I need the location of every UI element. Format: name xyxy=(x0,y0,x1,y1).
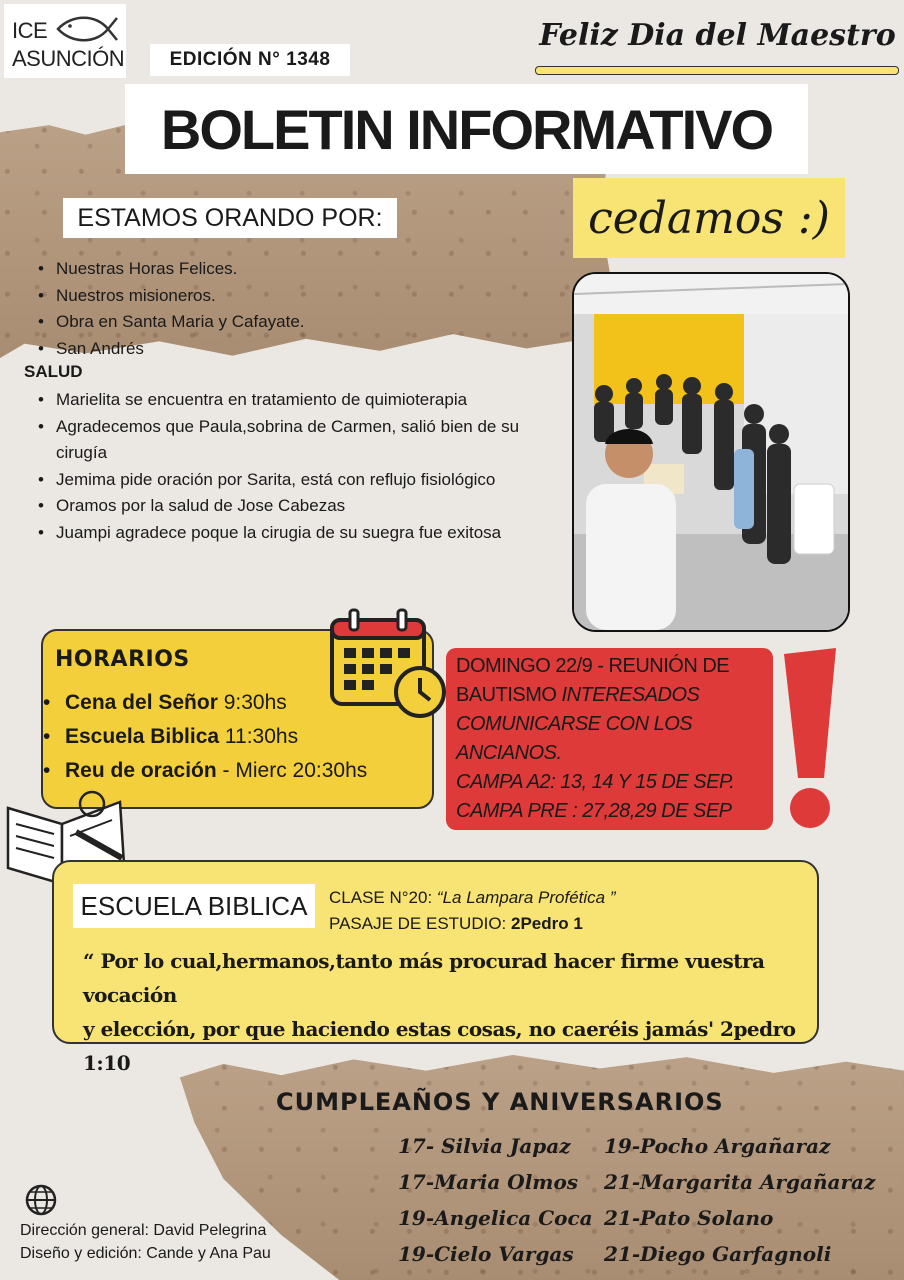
birthdays-left-column xyxy=(398,1128,593,1272)
list-item: • Agradecemos que Paula,sobrina de Carmen, salió bien de su cirugía xyxy=(24,414,554,467)
schedule-heading: HORARIOS xyxy=(55,647,190,672)
schedule-item-time: 11:30hs xyxy=(219,725,299,748)
schedule-item-name: Cena del Señor xyxy=(65,691,218,714)
schedule-item xyxy=(43,720,367,754)
birthdays-right-column xyxy=(604,1128,875,1272)
schedule-item xyxy=(43,686,367,720)
list-item: • Juampi agradece poque la cirugia de su suegra fue exitosa xyxy=(24,520,554,547)
birthdays-heading: CUMPLEAÑOS Y ANIVERSARIOS xyxy=(276,1088,724,1116)
notice-text: BAUTISMO xyxy=(456,684,562,706)
birthday-entry: 21-Diego Garfagnoli xyxy=(604,1242,832,1266)
prayer-heading: ESTAMOS ORANDO POR: xyxy=(63,198,397,238)
birthday-entry: 17- Silvia Japaz xyxy=(398,1134,571,1158)
notice-line: CAMPA A2: 13, 14 Y 15 DE SEP. xyxy=(456,771,735,793)
list-item: • Marielita se encuentra en tratamiento de quimioterapia xyxy=(24,387,554,414)
list-item: • Nuestras Horas Felices. xyxy=(24,256,564,283)
greeting-underline xyxy=(535,66,899,75)
passage-value: 2Pedro 1 xyxy=(511,914,583,933)
birthday-entry: 21-Margarita Argañaraz xyxy=(604,1170,876,1194)
notice-line xyxy=(456,681,763,710)
teachers-day-greeting: Feliz Dia del Maestro xyxy=(539,18,896,53)
fish-icon xyxy=(54,12,118,46)
logo-text-asuncion: ASUNCIÓN xyxy=(12,46,125,71)
verse-line: y elección, por que haciendo estas cosas, no caeréis jamás' 2pedro 1:10 xyxy=(83,1017,796,1075)
credits xyxy=(20,1219,271,1265)
tagline-badge: cedamos :) xyxy=(573,178,845,258)
calendar-clock-icon xyxy=(328,608,448,720)
globe-icon xyxy=(24,1183,58,1217)
list-item: • Nuestros misioneros. xyxy=(24,283,564,310)
birthday-entry: 19-Pocho Argañaraz xyxy=(604,1134,831,1158)
schedule-item-name: Escuela Biblica xyxy=(65,725,220,748)
health-list xyxy=(24,387,554,546)
page-title: BOLETIN INFORMATIVO xyxy=(125,84,808,174)
credits-design: Diseño y edición: Cande y Ana Pau xyxy=(20,1245,271,1262)
logo-text-ice: ICE xyxy=(12,18,48,43)
passage-label: PASAJE DE ESTUDIO: xyxy=(329,914,512,933)
church-logo xyxy=(4,4,126,78)
bible-school-label: ESCUELA BIBLICA xyxy=(73,884,315,928)
notice-line: CAMPA PRE : 27,28,29 DE SEP xyxy=(456,800,732,822)
bible-verse xyxy=(83,944,808,1080)
schedule-item-time: - Mierc 20:30hs xyxy=(216,759,368,782)
notice-line: ANCIANOS. xyxy=(456,742,562,764)
list-item: • Jemima pide oración por Sarita, está con reflujo fisiológico xyxy=(24,467,554,494)
group-photo xyxy=(572,272,850,632)
class-title: “La Lampara Profética ” xyxy=(436,888,616,907)
class-info xyxy=(329,885,616,937)
notice-line: DOMINGO 22/9 - REUNIÓN DE xyxy=(456,655,730,677)
schedule-list xyxy=(43,686,367,788)
birthday-entry: 21-Pato Solano xyxy=(604,1206,774,1230)
exclamation-icon xyxy=(780,648,840,833)
group-photo-illustration xyxy=(574,274,848,630)
class-line xyxy=(329,885,616,911)
class-label: CLASE N°20: xyxy=(329,888,437,907)
list-item: • Oramos por la salud de Jose Cabezas xyxy=(24,493,554,520)
list-item: • San Andrés xyxy=(24,336,564,363)
verse-line: “ Por lo cual,hermanos,tanto más procurad hacer firme vuestra vocación xyxy=(83,949,765,1007)
schedule-item-name: Reu de oración xyxy=(65,759,217,782)
birthday-entry: 17-Maria Olmos xyxy=(398,1170,579,1194)
schedule-item xyxy=(43,754,367,788)
edition-number: EDICIÓN N° 1348 xyxy=(150,44,350,76)
health-heading: SALUD xyxy=(24,362,83,381)
birthday-entry: 19-Cielo Vargas xyxy=(398,1242,574,1266)
notice-text-italic: INTERESADOS xyxy=(561,684,700,706)
schedule-item-time: 9:30hs xyxy=(217,691,287,714)
notice-line: COMUNICARSE CON LOS xyxy=(456,713,693,735)
prayer-list xyxy=(24,256,564,362)
baptism-notice xyxy=(446,648,773,830)
passage-line xyxy=(329,911,616,937)
list-item: • Obra en Santa Maria y Cafayate. xyxy=(24,309,564,336)
birthday-entry: 19-Angelica Coca xyxy=(398,1206,593,1230)
credits-direction: Dirección general: David Pelegrina xyxy=(20,1222,267,1239)
